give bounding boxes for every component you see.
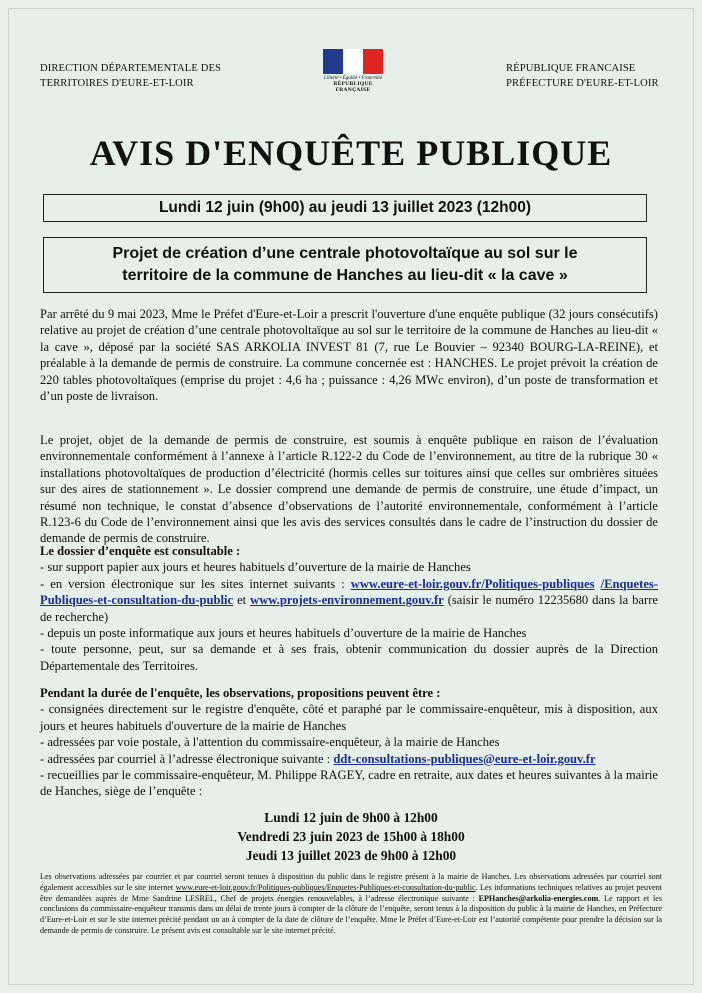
- footer-prefecture-link[interactable]: www.eure-et-loir.gouv.fr/Politiques-publiques/Enquetes-Publiques-et-consultation-du-public: [175, 882, 476, 892]
- paragraph-decree: [40, 306, 658, 404]
- page-title: AVIS D'ENQUÊTE PUBLIQUE: [89, 133, 613, 173]
- footer-notes: [40, 872, 662, 937]
- dossier-item-paper: - sur support papier aux jours et heures habituels d’ouverture de la mairie de Hanches: [40, 560, 471, 575]
- observations-section: [40, 685, 658, 800]
- schedule-line-3: Jeudi 13 juillet 2023 de 9h00 à 12h00: [245, 848, 457, 863]
- paragraph-decree-text: Par arrêté du 9 mai 2023, Mme le Préfet d'Eure-et-Loir a prescrit l'ouverture d'une enquête publique (32 jours consécutifs) relative au projet de création d’une centrale photovoltaïque au sol sur le territoire de la commune de Hanches au lieu-dit « la cave », déposé par la société SAS ARKOLIA INVEST 81 (7, rue Le Bouvier – 92340 BOURG-LA-REINE), et préalable à la demande de permis de construire. La commune concernée est : HANCHES. Le projet prévoit la création de 220 tables photovoltaïques (emprise du projet : 4,6 ha ; puissance : 4,26 MWc environ), d’un poste de transformation et d’un poste de livraison.: [40, 307, 658, 404]
- observations-item-post: - adressées par voie postale, à l'attention du commissaire-enquêteur, à la mairie de Hanches: [40, 735, 500, 750]
- footer-text-3: . Le rapport et les conclusions du commissaire-enquêteur transmis dans un délai de trente jours à compter de la clôture de l’enquête, seront tenus à la disposition du public à la mairie de Hanches, en Préfecture d’Eure-et-Loir et sur le site internet précité pendant un an à compter de la date de clôture de l’enquête. Mme le Préfet d’Eure-et-Loir est l’autorité compétente pour prendre la décision sur la demande de permis de construire. Le présent avis est consultable sur le site internet précité.: [40, 893, 662, 935]
- consultation-email-link[interactable]: ddt-consultations-publiques@eure-et-loir.gouv.fr: [333, 751, 596, 766]
- project-box: [43, 237, 647, 293]
- permanence-schedule: [0, 808, 702, 865]
- project-line-1: Projet de création d’une centrale photovoltaïque au sol sur le: [112, 245, 578, 262]
- prefecture-header-line-2: PRÉFECTURE D'EURE-ET-LOIR: [506, 78, 659, 89]
- footer-text-2: . Les informations techniques relatives au projet peuvent être demandées auprès de Mme Sandrine LESREL, Chef de projets énergies renouvelables, à l’adresse électronique suivante :: [40, 882, 663, 903]
- dossier-and-text: et: [233, 593, 251, 608]
- dossier-section: [40, 543, 658, 674]
- tricolor-flag-icon: [323, 49, 383, 74]
- prefecture-header: [506, 61, 659, 91]
- prefecture-link-part-1[interactable]: www.eure-et-loir.gouv.fr/Politiques-publiques: [350, 576, 595, 591]
- observations-item-register: - consignées directement sur le registre d'enquête, côté et paraphé par le commissaire-enquêteur, mis à disposition, aux jours et heures habituels d'ouverture de la mairie de Hanches: [40, 702, 658, 733]
- footer-arkolia-email-link[interactable]: EPHanches@arkolia-energies.com: [478, 893, 599, 903]
- ddt-header-line-2: TERRITOIRES D'EURE-ET-LOIR: [40, 78, 194, 89]
- observations-heading: Pendant la durée de l'enquête, les observations, propositions peuvent être :: [40, 686, 441, 700]
- dossier-search-hint: (saisir le numéro 12235680 dans la barre de recherche): [40, 593, 658, 624]
- footer-text-1: Les observations adressées par courrier et par courriel seront tenues à disposition du public dans le registre présent à la mairie de Hanches. Les observations adressées par courriel sont également accessibles sur le site internet: [40, 872, 662, 892]
- dossier-heading: Le dossier d’enquête est consultable :: [40, 544, 241, 558]
- paragraph-project-text: Le projet, objet de la demande de permis de construire, est soumis à enquête publique en raison de l’évaluation environnementale conformément à l’annexe à l’article R.122-2 du Code de l’environnement, au titre de la rubrique 30 « installations photovoltaïques de production d’électricité (hormis celles sur toitures ainsi que celles sur ombrières situées sur des aires de stationnement ». Le dossier comprend une demande de permis de construire, une étude d’impact, un résumé non technique, le constat d’absence d’observations de l’autorité environnementale, conformément à l’article R.123-6 du Code de l’environnement ainsi que les avis des services consultés dans le cadre de l’instruction du dossier de demande de permis de construire.: [40, 433, 658, 546]
- prefecture-link-part-2[interactable]: /Enquetes-Publiques-et-consultation-du-public: [40, 576, 659, 608]
- logo-motto: Liberté • Égalité • Fraternité: [324, 76, 382, 81]
- observations-item-commissioner: - recueillies par le commissaire-enquêteur, M. Philippe RAGEY, cadre en retraite, aux dates et heures suivantes à la mairie de Hanches, siège de l’enquête :: [40, 768, 658, 799]
- ddt-header-line-1: DIRECTION DÉPARTEMENTALE DES: [40, 63, 222, 74]
- dossier-item-online: [40, 576, 658, 625]
- dossier-item-online-text: - en version électronique sur les sites internet suivants :: [40, 576, 351, 591]
- enquiry-dates-box: Lundi 12 juin (9h00) au jeudi 13 juillet 2023 (12h00): [43, 194, 647, 222]
- project-line-2: territoire de la commune de Hanches au lieu-dit « la cave »: [122, 267, 568, 284]
- paragraph-project: [40, 432, 658, 547]
- observations-email-text: - adressées par courriel à l’adresse électronique suivante :: [40, 751, 334, 766]
- schedule-line-1: Lundi 12 juin de 9h00 à 12h00: [264, 810, 438, 825]
- observations-item-email: [40, 751, 658, 767]
- ddt-header: [40, 61, 221, 91]
- schedule-line-2: Vendredi 23 juin 2023 de 15h00 à 18h00: [237, 829, 465, 844]
- prefecture-header-line-1: RÉPUBLIQUE FRANCAISE: [506, 63, 636, 74]
- logo-republic-name: RÉPUBLIQUE FRANÇAISE: [333, 81, 373, 93]
- projets-environnement-link[interactable]: www.projets-environnement.gouv.fr: [250, 593, 444, 608]
- marianne-logo: [319, 49, 387, 101]
- dossier-item-request: - toute personne, peut, sur sa demande et à ses frais, obtenir communication du dossier auprès de la Direction Départementale des Territoires.: [40, 642, 658, 673]
- dossier-item-computer: - depuis un poste informatique aux jours et heures habituels d’ouverture de la mairie de Hanches: [40, 626, 527, 641]
